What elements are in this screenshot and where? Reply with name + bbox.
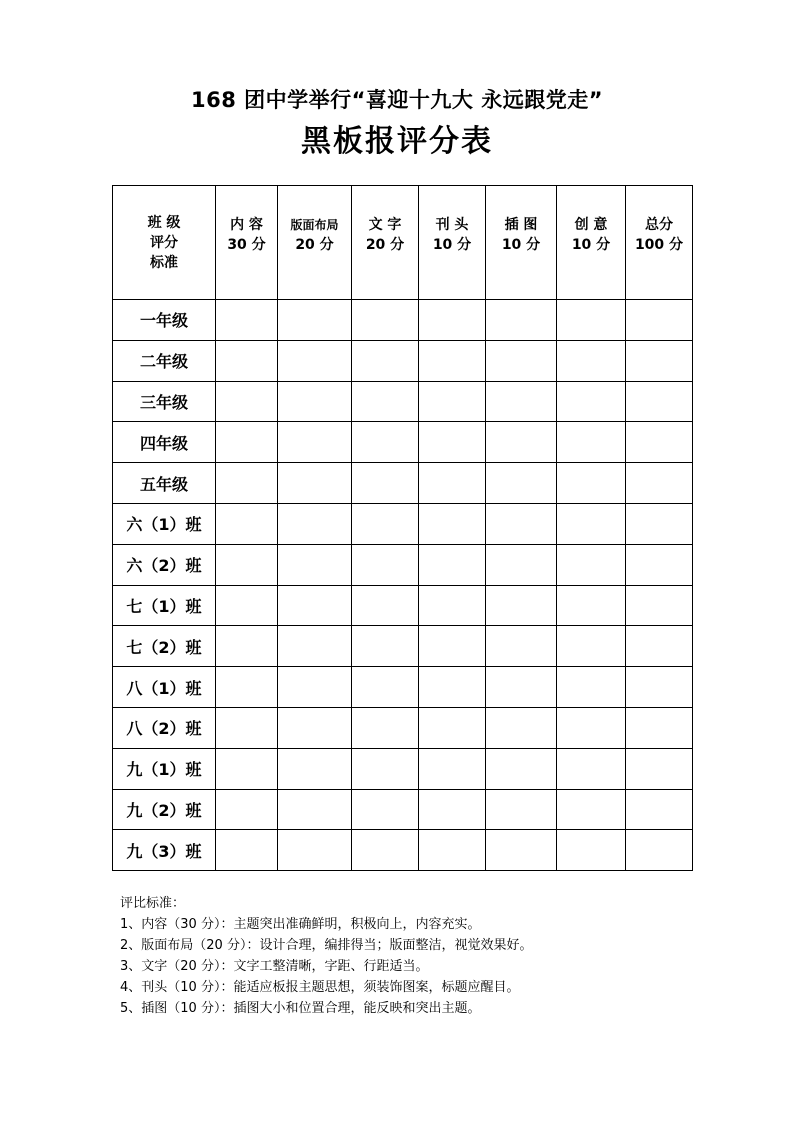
- score-cell[interactable]: [419, 830, 486, 871]
- score-cell[interactable]: [486, 667, 557, 708]
- score-cell[interactable]: [626, 422, 693, 463]
- score-cell[interactable]: [352, 422, 419, 463]
- table-row: [113, 707, 693, 748]
- score-cell[interactable]: [278, 626, 352, 667]
- row-class-label: 九（3）班: [113, 830, 216, 871]
- column-header-illustration: [486, 186, 557, 300]
- score-cell[interactable]: [278, 585, 352, 626]
- score-cell[interactable]: [216, 463, 278, 504]
- score-cell[interactable]: [626, 626, 693, 667]
- column-header-name: 内 容: [230, 216, 263, 233]
- score-cell[interactable]: [557, 707, 626, 748]
- score-cell[interactable]: [419, 381, 486, 422]
- score-cell[interactable]: [486, 830, 557, 871]
- row-class-label: 三年级: [113, 381, 216, 422]
- criteria-heading: 评比标准：: [120, 896, 186, 911]
- header-row: [113, 186, 693, 300]
- score-cell[interactable]: [419, 626, 486, 667]
- column-header-name: 文 字: [368, 216, 402, 233]
- score-table: [112, 185, 693, 871]
- row-class-label: 八（1）班: [113, 667, 216, 708]
- score-cell[interactable]: [419, 585, 486, 626]
- score-cell[interactable]: [486, 585, 557, 626]
- score-cell[interactable]: [557, 585, 626, 626]
- column-header-content: [216, 186, 278, 300]
- table-row: [113, 463, 693, 504]
- column-header-total: [626, 186, 693, 300]
- criteria-item: 3、文字（20 分）：文字工整清晰，字距、行距适当。: [120, 959, 429, 974]
- table-row: [113, 585, 693, 626]
- table-row: [113, 830, 693, 871]
- score-cell[interactable]: [626, 585, 693, 626]
- score-cell[interactable]: [352, 463, 419, 504]
- score-cell[interactable]: [626, 667, 693, 708]
- column-header-points: 100 分: [634, 236, 684, 253]
- column-header-name: 创 意: [574, 216, 608, 233]
- score-cell[interactable]: [557, 667, 626, 708]
- score-cell[interactable]: [216, 340, 278, 381]
- title-line-1: 168 团中学举行“喜迎十九大 永远跟党走”: [190, 88, 604, 112]
- score-cell[interactable]: [557, 789, 626, 830]
- score-cell[interactable]: [626, 544, 693, 585]
- table-row: [113, 667, 693, 708]
- score-cell[interactable]: [216, 830, 278, 871]
- column-header-points: 10 分: [432, 236, 472, 253]
- column-header-masthead: [419, 186, 486, 300]
- column-header-text: [352, 186, 419, 300]
- column-header-points: 20 分: [365, 236, 405, 253]
- score-cell[interactable]: [626, 340, 693, 381]
- score-cell[interactable]: [486, 422, 557, 463]
- criteria-item: 4、刊头（10 分）：能适应板报主题思想，须装饰图案，标题应醒目。: [120, 980, 520, 995]
- score-cell[interactable]: [419, 667, 486, 708]
- score-cell[interactable]: [557, 503, 626, 544]
- score-cell[interactable]: [486, 300, 557, 341]
- score-cell[interactable]: [278, 667, 352, 708]
- score-cell[interactable]: [626, 789, 693, 830]
- score-cell[interactable]: [626, 748, 693, 789]
- score-cell[interactable]: [278, 503, 352, 544]
- row-class-label: 二年级: [113, 340, 216, 381]
- score-cell[interactable]: [486, 707, 557, 748]
- score-cell[interactable]: [419, 463, 486, 504]
- score-cell[interactable]: [216, 789, 278, 830]
- column-header-points: 10 分: [571, 236, 611, 253]
- score-cell[interactable]: [626, 830, 693, 871]
- corner-header-line-3: 标准: [150, 254, 178, 271]
- criteria-item: 5、插图（10 分）：插图大小和位置合理，能反映和突出主题。: [120, 1001, 481, 1016]
- column-header-name: 版面布局: [290, 217, 339, 232]
- score-cell[interactable]: [216, 381, 278, 422]
- row-class-label: 七（1）班: [113, 585, 216, 626]
- score-cell[interactable]: [352, 340, 419, 381]
- score-cell[interactable]: [352, 503, 419, 544]
- score-cell[interactable]: [352, 667, 419, 708]
- score-cell[interactable]: [557, 381, 626, 422]
- row-class-label: 四年级: [113, 422, 216, 463]
- score-cell[interactable]: [216, 748, 278, 789]
- score-cell[interactable]: [419, 300, 486, 341]
- score-cell[interactable]: [352, 626, 419, 667]
- column-header-name: 总分: [645, 216, 673, 233]
- column-header-points: 30 分: [227, 236, 266, 253]
- score-cell[interactable]: [216, 626, 278, 667]
- row-class-label: 五年级: [113, 463, 216, 504]
- score-cell[interactable]: [352, 789, 419, 830]
- score-cell[interactable]: [419, 707, 486, 748]
- corner-header-line-2: 评分: [150, 234, 178, 251]
- score-cell[interactable]: [557, 340, 626, 381]
- score-cell[interactable]: [278, 707, 352, 748]
- table-row: [113, 503, 693, 544]
- score-cell[interactable]: [486, 463, 557, 504]
- score-cell[interactable]: [557, 748, 626, 789]
- row-class-label: 六（2）班: [113, 544, 216, 585]
- score-cell[interactable]: [486, 544, 557, 585]
- score-cell[interactable]: [486, 748, 557, 789]
- column-header-layout: [278, 186, 352, 300]
- column-header-name: 刊 头: [435, 216, 469, 233]
- score-cell[interactable]: [626, 503, 693, 544]
- score-cell[interactable]: [352, 707, 419, 748]
- score-cell[interactable]: [278, 748, 352, 789]
- table-row: [113, 748, 693, 789]
- corner-header-cell: [113, 186, 216, 300]
- score-cell[interactable]: [557, 544, 626, 585]
- criteria-item: 1、内容（30 分）：主题突出准确鲜明，积极向上，内容充实。: [120, 917, 481, 932]
- score-cell[interactable]: [419, 340, 486, 381]
- score-cell[interactable]: [626, 707, 693, 748]
- score-cell[interactable]: [557, 463, 626, 504]
- row-class-label: 八（2）班: [113, 707, 216, 748]
- score-cell[interactable]: [486, 626, 557, 667]
- score-cell[interactable]: [352, 830, 419, 871]
- row-class-label: 七（2）班: [113, 626, 216, 667]
- score-cell[interactable]: [626, 300, 693, 341]
- score-cell[interactable]: [352, 748, 419, 789]
- score-cell[interactable]: [557, 300, 626, 341]
- column-header-points: 20 分: [295, 236, 334, 253]
- score-cell[interactable]: [352, 544, 419, 585]
- score-cell[interactable]: [419, 544, 486, 585]
- score-cell[interactable]: [278, 300, 352, 341]
- score-cell[interactable]: [557, 422, 626, 463]
- row-class-label: 九（1）班: [113, 748, 216, 789]
- score-cell[interactable]: [352, 300, 419, 341]
- corner-header-line-1: 班 级: [147, 214, 181, 231]
- score-cell[interactable]: [419, 422, 486, 463]
- score-cell[interactable]: [352, 381, 419, 422]
- score-cell[interactable]: [557, 626, 626, 667]
- score-cell[interactable]: [278, 544, 352, 585]
- criteria-item: 2、版面布局（20 分）：设计合理，编排得当；版面整洁，视觉效果好。: [120, 938, 533, 953]
- score-cell[interactable]: [278, 830, 352, 871]
- score-cell[interactable]: [278, 340, 352, 381]
- score-cell[interactable]: [626, 463, 693, 504]
- score-cell[interactable]: [216, 544, 278, 585]
- score-cell[interactable]: [486, 381, 557, 422]
- score-cell[interactable]: [626, 381, 693, 422]
- score-cell[interactable]: [486, 503, 557, 544]
- score-cell[interactable]: [216, 585, 278, 626]
- column-header-points: 10 分: [501, 236, 541, 253]
- score-cell[interactable]: [419, 503, 486, 544]
- table-row: [113, 422, 693, 463]
- score-cell[interactable]: [486, 340, 557, 381]
- score-cell[interactable]: [278, 463, 352, 504]
- table-row: [113, 626, 693, 667]
- table-row: [113, 300, 693, 341]
- title-line-2: 黑板报评分表: [301, 124, 493, 159]
- column-header-creativity: [557, 186, 626, 300]
- score-cell[interactable]: [216, 503, 278, 544]
- row-class-label: 六（1）班: [113, 503, 216, 544]
- score-cell[interactable]: [278, 422, 352, 463]
- table-row: [113, 544, 693, 585]
- row-class-label: 一年级: [113, 300, 216, 341]
- score-cell[interactable]: [278, 789, 352, 830]
- score-cell[interactable]: [419, 748, 486, 789]
- row-class-label: 九（2）班: [113, 789, 216, 830]
- score-cell[interactable]: [216, 422, 278, 463]
- score-cell[interactable]: [278, 381, 352, 422]
- score-cell[interactable]: [352, 585, 419, 626]
- score-cell[interactable]: [419, 789, 486, 830]
- score-cell[interactable]: [216, 707, 278, 748]
- table-row: [113, 789, 693, 830]
- table-row: [113, 340, 693, 381]
- table-row: [113, 381, 693, 422]
- score-cell[interactable]: [486, 789, 557, 830]
- criteria-section: [120, 893, 720, 1019]
- score-cell[interactable]: [216, 300, 278, 341]
- score-cell[interactable]: [216, 667, 278, 708]
- column-header-name: 插 图: [504, 216, 538, 233]
- score-cell[interactable]: [557, 830, 626, 871]
- score-table-body: [113, 300, 693, 871]
